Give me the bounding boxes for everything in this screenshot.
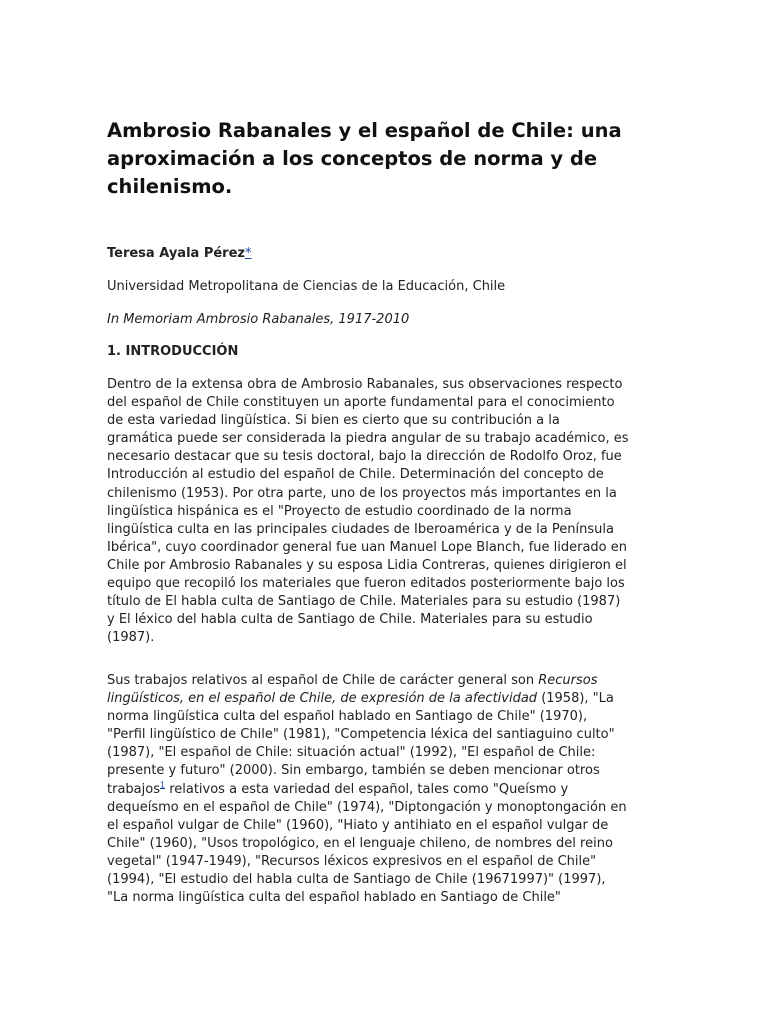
text-line: presente y futuro" (2000). Sin embargo, también se deben mencionar otros bbox=[107, 763, 600, 779]
text-line bbox=[107, 690, 667, 708]
text-line: dequeísmo en el español de Chile" (1974), "Diptongación y monoptongación en bbox=[107, 799, 627, 815]
text-line: (1994), "El estudio del habla culta de Santiago de Chile (19671997)" (1997), bbox=[107, 872, 606, 888]
article-title bbox=[107, 117, 667, 201]
footnote-link[interactable]: 1 bbox=[159, 780, 166, 790]
text-line: chilenismo (1953). Por otra parte, uno de los proyectos más importantes en la bbox=[107, 485, 617, 501]
text-line: gramática puede ser considerada la piedra angular de su trabajo académico, es bbox=[107, 431, 629, 447]
title-line: chilenismo. bbox=[107, 175, 233, 198]
author-note-link[interactable]: * bbox=[244, 246, 252, 261]
text-line: (1987), "El español de Chile: situación actual" (1992), "El español de Chile: bbox=[107, 745, 596, 761]
text-line: de esta variedad lingüística. Si bien es cierto que su contribución a la bbox=[107, 413, 560, 429]
title-line: Ambrosio Rabanales y el español de Chile: una bbox=[107, 119, 622, 142]
text-line: norma lingüística culta del español hablado en Santiago de Chile" (1970), bbox=[107, 709, 588, 725]
text-line bbox=[107, 672, 667, 690]
author-line bbox=[107, 245, 251, 263]
affiliation: Universidad Metropolitana de Ciencias de la Educación, Chile bbox=[107, 279, 506, 294]
title-line: aproximación a los conceptos de norma y de bbox=[107, 147, 598, 170]
text-segment: (1958), "La bbox=[537, 691, 614, 707]
text-line: "Perfil lingüístico de Chile" (1981), "Competencia léxica del santiaguino culto" bbox=[107, 727, 615, 743]
text-line: Introducción al estudio del español de Chile. Determinación del concepto de bbox=[107, 467, 604, 483]
text-segment: trabajos bbox=[107, 781, 160, 797]
text-line: "La norma lingüística culta del español hablado en Santiago de Chile" bbox=[107, 890, 561, 906]
paragraph-introduction bbox=[107, 376, 667, 647]
memoriam-dedication: In Memoriam Ambrosio Rabanales, 1917-2010 bbox=[107, 312, 410, 327]
text-line: el español vulgar de Chile" (1960), "Hiato y antihiato en el español vulgar de bbox=[107, 817, 609, 833]
text-line: Chile por Ambrosio Rabanales y su esposa Lidia Contreras, quienes dirigieron el bbox=[107, 557, 627, 573]
text-segment: relativos a esta variedad del español, tales como "Queísmo y bbox=[165, 781, 569, 797]
text-line: título de El habla culta de Santiago de Chile. Materiales para su estudio (1987) bbox=[107, 594, 621, 610]
text-line: necesario destacar que su tesis doctoral, bajo la dirección de Rodolfo Oroz, fue bbox=[107, 449, 622, 465]
italic-work-title: lingüísticos, en el español de Chile, de expresión de la afectividad bbox=[107, 691, 538, 707]
text-line: lingüística culta en las principales ciudades de Iberoamérica y de la Península bbox=[107, 521, 614, 537]
text-line: Dentro de la extensa obra de Ambrosio Rabanales, sus observaciones respecto bbox=[107, 377, 623, 392]
text-segment: Sus trabajos relativos al español de Chile de carácter general son bbox=[107, 673, 539, 688]
text-line: Ibérica", cuyo coordinador general fue uan Manuel Lope Blanch, fue liderado en bbox=[107, 539, 627, 555]
text-line: y El léxico del habla culta de Santiago de Chile. Materiales para su estudio bbox=[107, 612, 593, 628]
text-line: lingüística hispánica es el "Proyecto de estudio coordinado de la norma bbox=[107, 503, 572, 519]
paragraph-works bbox=[107, 672, 667, 907]
text-line: vegetal" (1947-1949), "Recursos léxicos expresivos en el español de Chile" bbox=[107, 853, 597, 869]
text-line: Chile" (1960), "Usos tropológico, en el lenguaje chileno, de nombres del reino bbox=[107, 835, 613, 851]
text-line bbox=[107, 781, 667, 799]
section-heading: 1. INTRODUCCIÓN bbox=[107, 344, 239, 359]
text-line: equipo que recopiló los materiales que fueron editados posteriormente bajo los bbox=[107, 576, 625, 592]
text-line: (1987). bbox=[107, 630, 155, 646]
author-name: Teresa Ayala Pérez bbox=[107, 246, 245, 261]
italic-work-title: Recursos bbox=[538, 673, 598, 688]
text-line: del español de Chile constituyen un aporte fundamental para el conocimiento bbox=[107, 395, 615, 411]
